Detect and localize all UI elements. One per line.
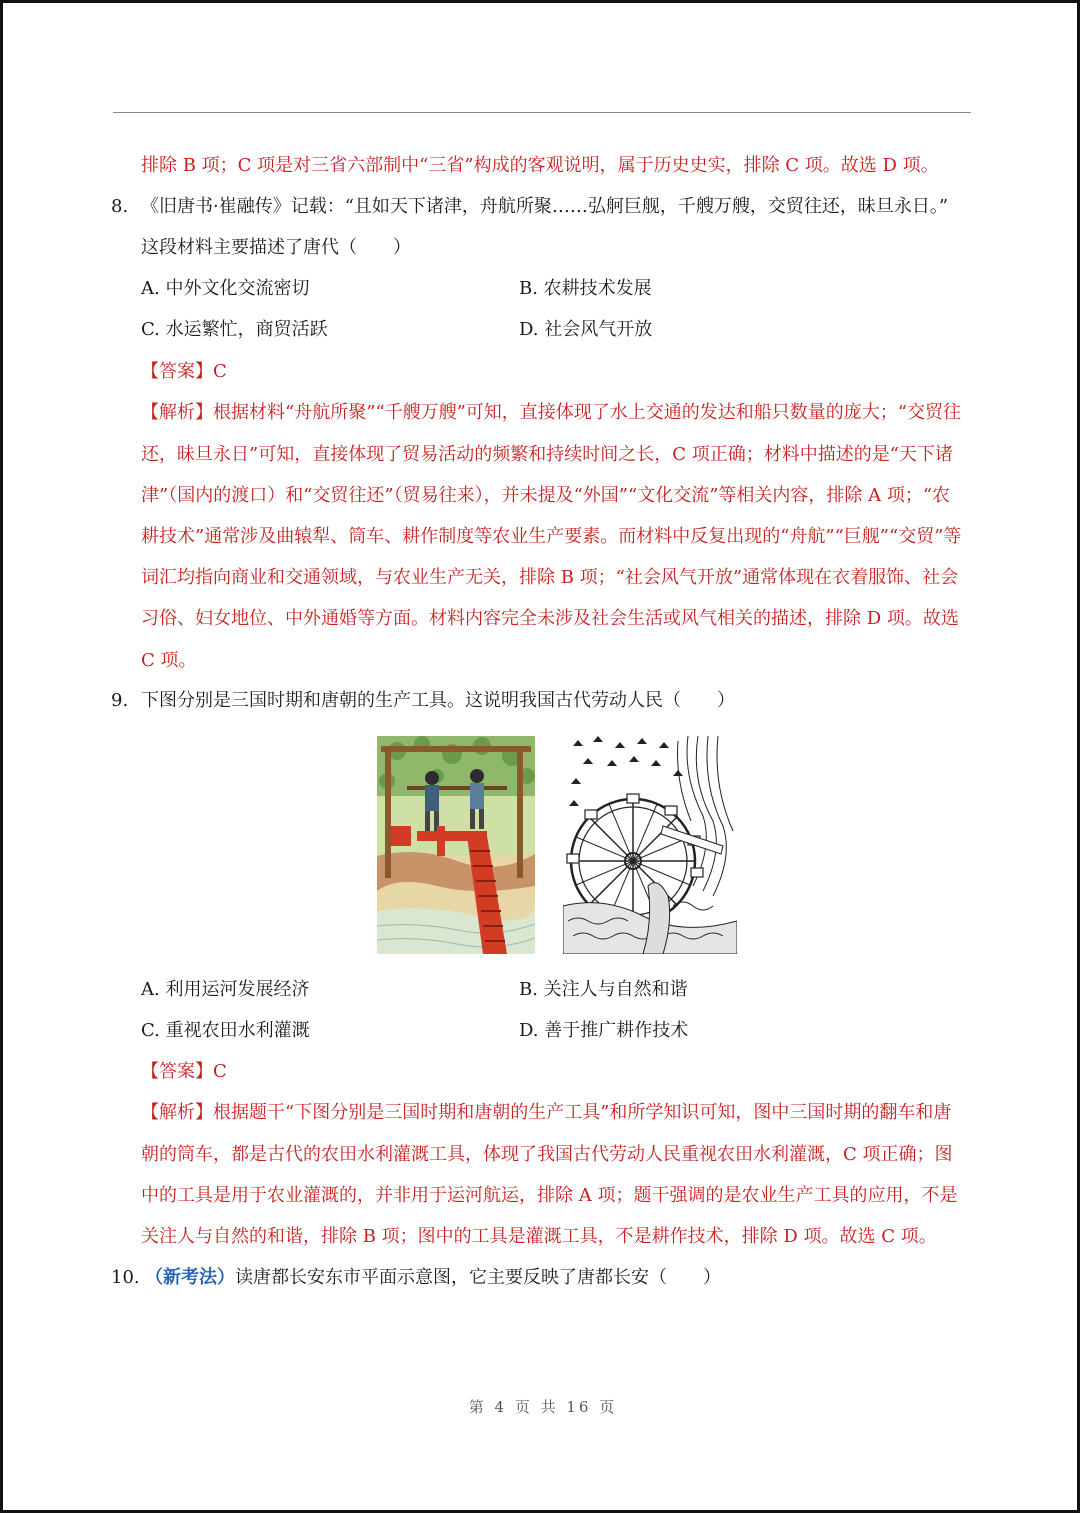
q9-analysis-line: 朝的筒车，都是古代的农田水利灌溉工具，体现了我国古代劳动人民重视农田水利灌溉，C 项正确；图 (141, 1144, 953, 1165)
q8-analysis-line: C 项。 (141, 650, 197, 671)
q8-analysis-line: 词汇均指向商业和交通领域，与农业生产无关，排除 B 项；“社会风气开放”通常体现在衣着服饰、社会 (141, 567, 959, 588)
q8-stem-line2: 这段材料主要描述了唐代（ ） (141, 237, 411, 258)
page-footer: 第 4 页 共 16 页 (468, 1398, 618, 1416)
q8-option-c: C. 水运繁忙，商贸活跃 (141, 319, 328, 340)
q10-new-method-tag: （新考法） (145, 1267, 235, 1288)
q10-stem-line (145, 1267, 980, 1289)
q8-number: 8. (111, 196, 129, 217)
header-rule (113, 112, 971, 113)
q8-analysis-line: 津”（国内的渡口）和“交贸往还”（贸易往来），并未提及“外国”“文化交流”等相关内容，排除 A 项；“农 (141, 485, 951, 506)
q9-answer-value: C (213, 1061, 227, 1082)
q8-answer (141, 361, 976, 383)
q9-analysis-text: 根据题干“下图分别是三国时期和唐朝的生产工具”和所学知识可知，图中三国时期的翻车和唐 (213, 1102, 952, 1123)
prev-analysis-tail: 排除 B 项；C 项是对三省六部制中“三省”构成的客观说明，属于历史史实，排除 C 项。故选 D 项。 (141, 155, 939, 176)
q8-analysis-line: 习俗、妇女地位、中外通婚等方面。材料内容完全未涉及社会生活或风气相关的描述，排除 D 项。故选 (141, 608, 959, 629)
q10-stem: 读唐都长安东市平面示意图，它主要反映了唐都长安（ ） (235, 1267, 721, 1288)
q9-answer-tag: 【答案】 (141, 1061, 213, 1082)
q8-analysis-line (141, 402, 976, 424)
q8-analysis-line: 还，昧旦永日”可知，直接体现了贸易活动的频繁和持续时间之长，C 项正确；材料中描述的是“天下诸 (141, 444, 953, 465)
chain-pump-illustration (377, 736, 535, 954)
q8-analysis-text: 根据材料“舟航所聚”“千艘万艘”可知，直接体现了水上交通的发达和船只数量的庞大；“交贸往 (213, 402, 962, 423)
q9-option-c: C. 重视农田水利灌溉 (141, 1020, 310, 1041)
q9-answer (141, 1061, 976, 1083)
q9-option-b: B. 关注人与自然和谐 (519, 979, 688, 1000)
q9-analysis-tag: 【解析】 (141, 1102, 213, 1123)
q9-analysis-line: 关注人与自然的和谐，排除 B 项；图中的工具是灌溉工具，不是耕作技术，排除 D 项。故选 C 项。 (141, 1226, 937, 1247)
q9-analysis-line (141, 1102, 976, 1124)
q9-stem: 下图分别是三国时期和唐朝的生产工具。这说明我国古代劳动人民（ ） (141, 690, 735, 711)
q10-number: 10. (111, 1267, 140, 1288)
q8-stem-line1: 《旧唐书·崔融传》记载：“且如天下诸津，舟航所聚……弘舸巨舰，千艘万艘，交贸往还，昧旦永日。” (141, 196, 949, 217)
q8-answer-value: C (213, 361, 227, 382)
q9-analysis-line: 中的工具是用于农业灌溉的，并非用于运河航运，排除 A 项；题干强调的是农业生产工具的应用，不是 (141, 1185, 958, 1206)
q9-option-a: A. 利用运河发展经济 (141, 979, 310, 1000)
q9-option-d: D. 善于推广耕作技术 (519, 1020, 689, 1041)
tube-water-wheel-image (563, 736, 737, 954)
square-pallet-chain-pump-image (377, 736, 535, 954)
q8-option-a: A. 中外文化交流密切 (141, 278, 310, 299)
q8-analysis-tag: 【解析】 (141, 402, 213, 423)
q8-answer-tag: 【答案】 (141, 361, 213, 382)
q8-analysis-line: 耕技术”通常涉及曲辕犁、筒车、耕作制度等农业生产要素。而材料中反复出现的“舟航”“巨舰”“交贸”等 (141, 526, 962, 547)
q8-option-d: D. 社会风气开放 (519, 319, 653, 340)
q9-number: 9. (111, 690, 129, 711)
q8-option-b: B. 农耕技术发展 (519, 278, 652, 299)
water-wheel-illustration (563, 736, 737, 954)
